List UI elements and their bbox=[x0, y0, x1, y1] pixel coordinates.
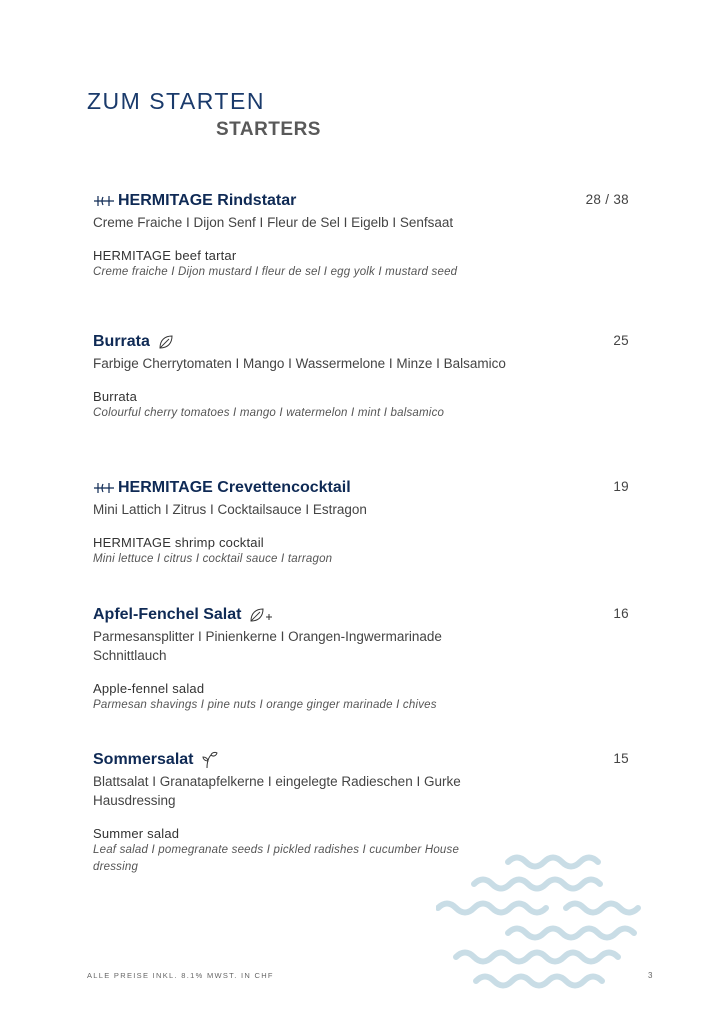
dish-name: Burrata bbox=[93, 333, 150, 350]
dish-name: Apfel-Fenchel Salat bbox=[93, 606, 242, 623]
vegetarian-leaf-plus-icon bbox=[249, 607, 273, 623]
dish-price: 19 bbox=[613, 479, 629, 494]
menu-item bbox=[93, 477, 633, 568]
price-disclaimer: ALLE PREISE INKL. 8.1% MWST. IN CHF bbox=[87, 971, 274, 980]
dish-description-en: Leaf salad I pomegranate seeds I pickled radishes I cucumber House dressing bbox=[93, 844, 460, 873]
dish-title-row bbox=[93, 749, 633, 771]
dish-title-row bbox=[93, 190, 633, 212]
dish-description-de: Farbige Cherrytomaten I Mango I Wassermelone I Minze I Balsamico bbox=[93, 356, 506, 371]
dish-name: Sommersalat bbox=[93, 751, 194, 768]
menu-item bbox=[93, 190, 633, 281]
dish-description-en: Creme fraiche I Dijon mustard I fleur de sel I egg yolk I mustard seed bbox=[93, 266, 458, 278]
page-number: 3 bbox=[648, 971, 653, 980]
dish-title-row bbox=[93, 604, 633, 626]
dish-title-row bbox=[93, 477, 633, 499]
dish-description-en: Colourful cherry tomatoes I mango I watermelon I mint I balsamico bbox=[93, 407, 445, 419]
dish-name-en: HERMITAGE shrimp cocktail bbox=[93, 535, 264, 550]
dish-description-en: Parmesan shavings I pine nuts I orange ginger marinade I chives bbox=[93, 699, 437, 711]
menu-item bbox=[93, 604, 633, 714]
dish-name-en: HERMITAGE beef tartar bbox=[93, 248, 237, 263]
dish-description-en: Mini lettuce I citrus I cocktail sauce I tarragon bbox=[93, 553, 333, 565]
dish-name: HERMITAGE Rindstatar bbox=[118, 192, 297, 209]
dish-price: 25 bbox=[613, 333, 629, 348]
dish-price: 28 / 38 bbox=[585, 192, 629, 207]
menu-item bbox=[93, 331, 633, 422]
dish-description-de: Parmesansplitter I Pinienkerne I Orangen-Ingwermarinade Schnittlauch bbox=[93, 629, 442, 663]
dish-name-en: Apple-fennel salad bbox=[93, 681, 205, 696]
dish-description-de: Mini Lattich I Zitrus I Cocktailsauce I Estragon bbox=[93, 502, 367, 517]
dish-description-de: Blattsalat I Granatapfelkerne I eingelegte Radieschen I Gurke Hausdressing bbox=[93, 774, 461, 808]
vegetarian-leaf-icon bbox=[158, 334, 174, 350]
dish-name-en: Burrata bbox=[93, 389, 138, 404]
dish-description-de: Creme Fraiche I Dijon Senf I Fleur de Sel I Eigelb I Senfsaat bbox=[93, 215, 454, 230]
dish-name-en: Summer salad bbox=[93, 826, 180, 841]
hermitage-signature-icon bbox=[93, 194, 115, 208]
heading-english: STARTERS bbox=[216, 119, 321, 140]
heading-german: ZUM STARTEN bbox=[87, 88, 265, 114]
wave-decoration bbox=[436, 846, 656, 996]
dish-price: 15 bbox=[613, 751, 629, 766]
hermitage-signature-icon bbox=[93, 481, 115, 495]
dish-name: HERMITAGE Crevettencocktail bbox=[118, 479, 351, 496]
dish-price: 16 bbox=[613, 606, 629, 621]
dish-title-row bbox=[93, 331, 633, 353]
vegan-sprout-icon bbox=[202, 751, 218, 769]
